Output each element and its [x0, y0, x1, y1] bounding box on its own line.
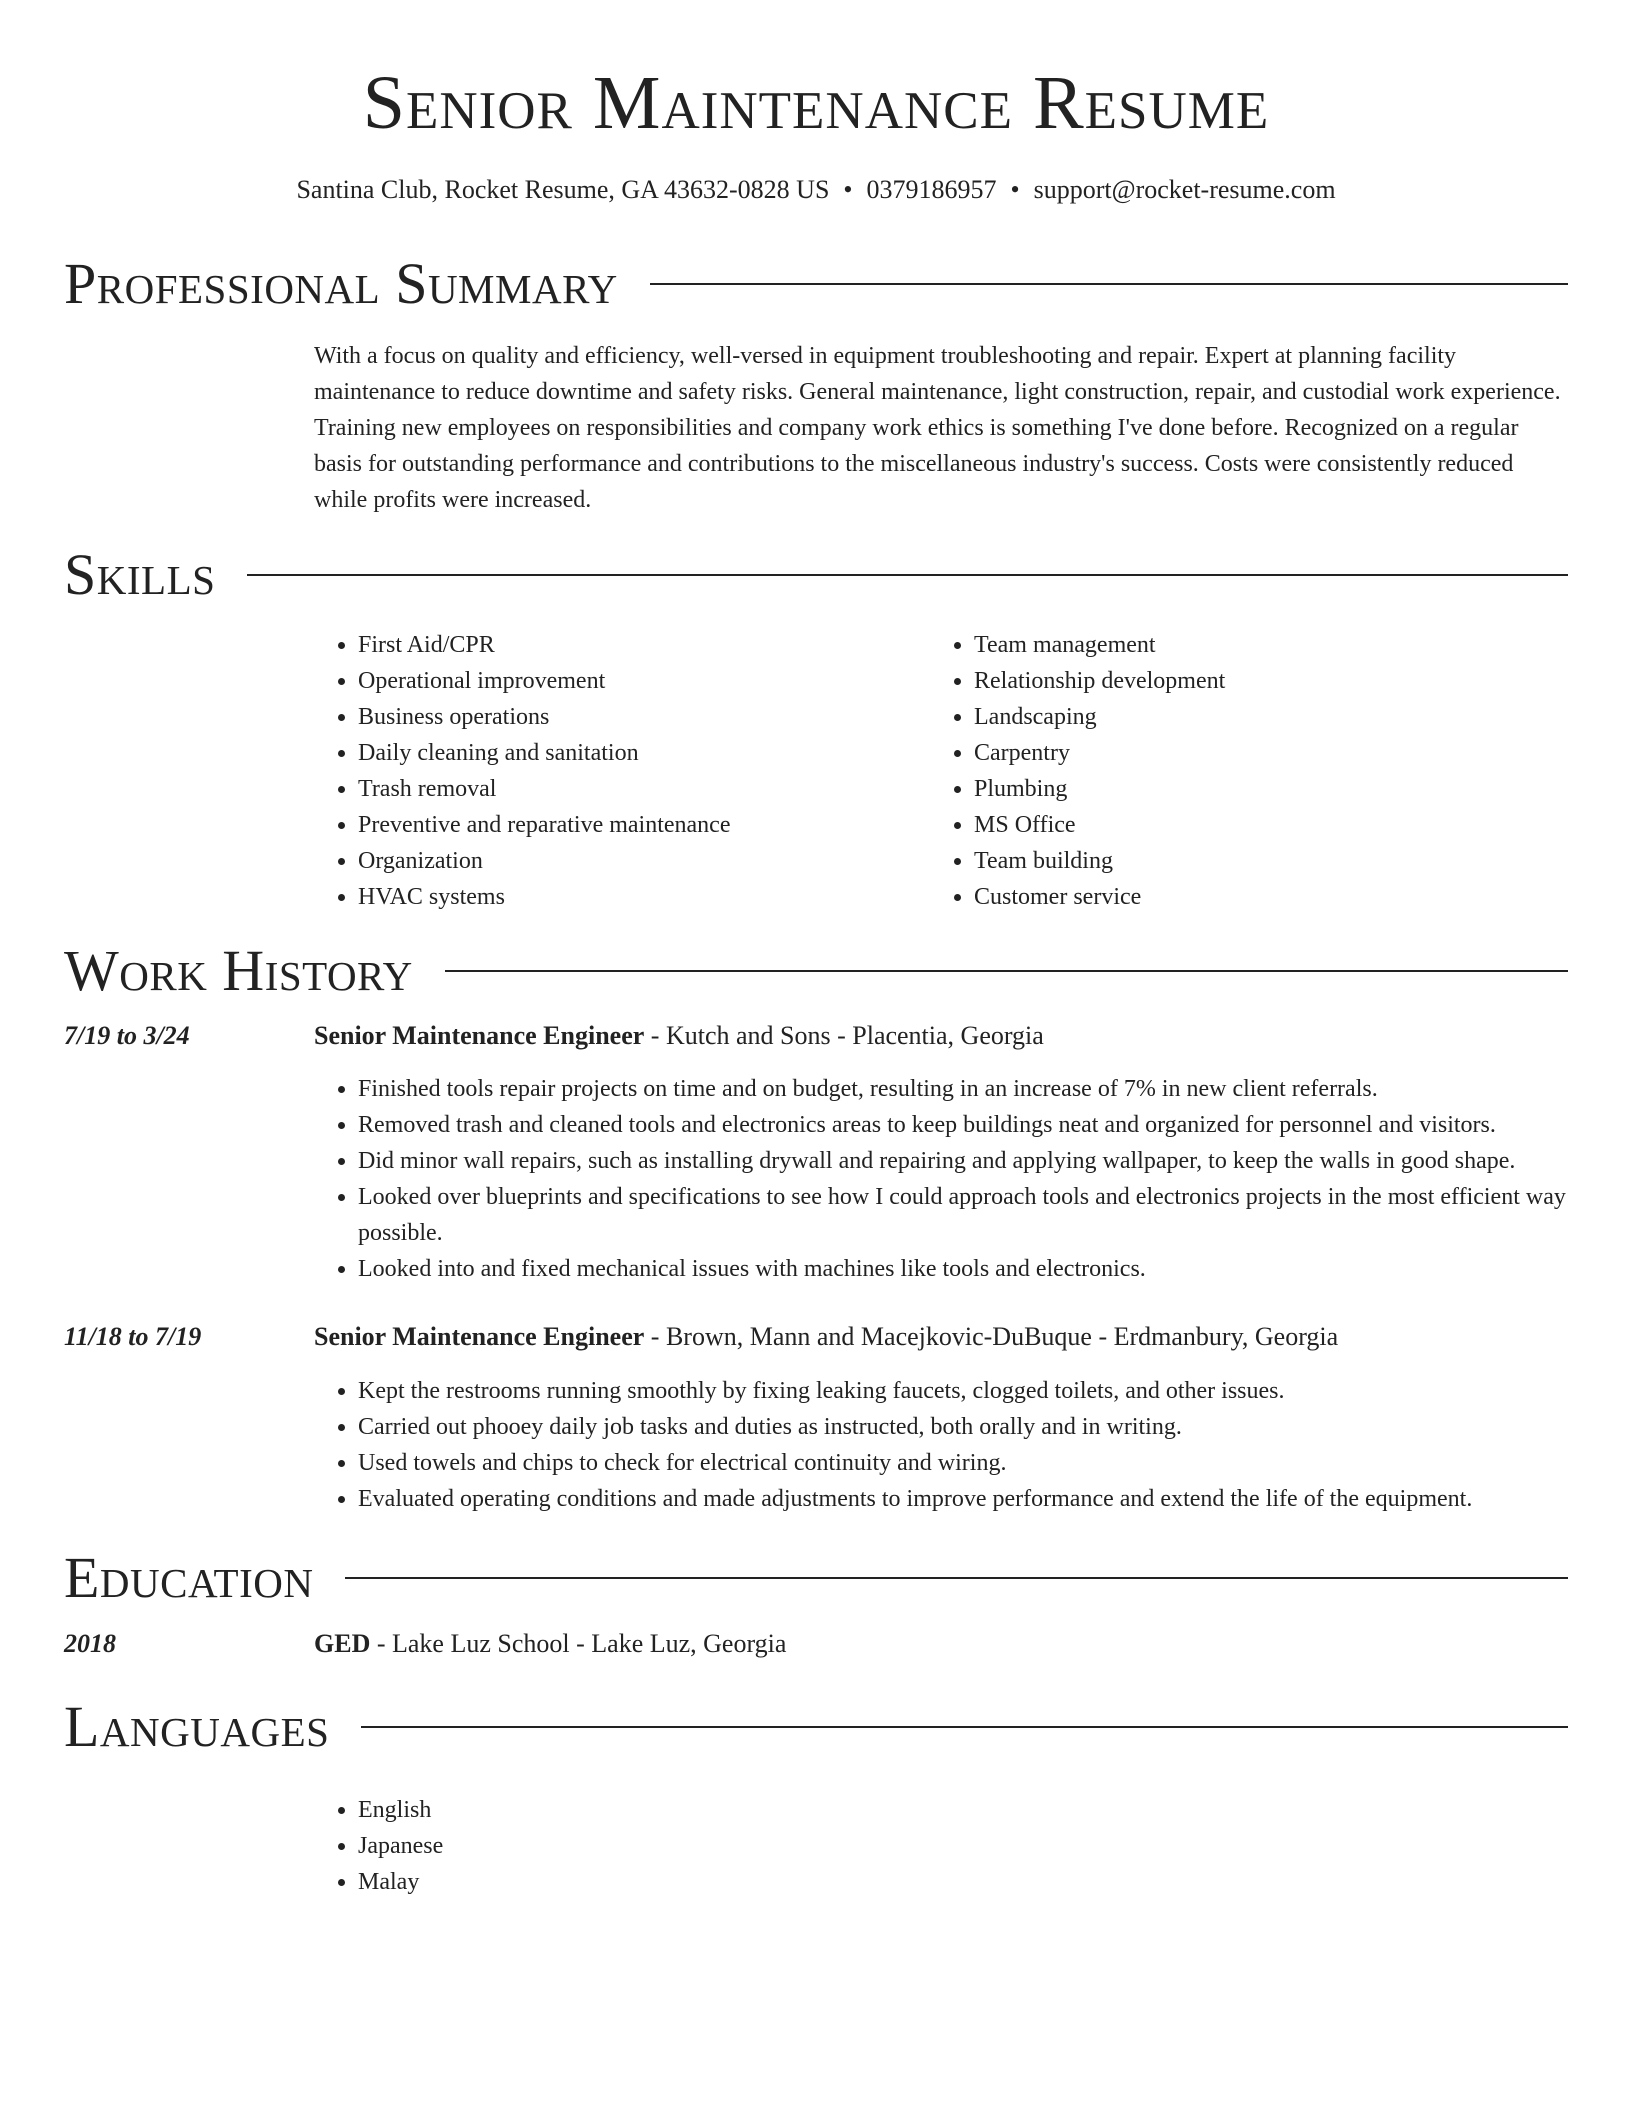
skill-item: • Landscaping	[974, 699, 1530, 735]
work-heading: Work History	[64, 938, 413, 1003]
skill-item: • Business operations	[358, 699, 914, 735]
language-item: • Japanese	[358, 1828, 443, 1864]
job-header	[314, 1319, 1568, 1355]
education-section-header	[64, 1546, 1568, 1610]
education-details: - Lake Luz School - Lake Luz, Georgia	[370, 1629, 787, 1658]
section-divider	[247, 574, 1568, 576]
skill-item: • Preventive and reparative maintenance	[358, 807, 914, 843]
work-section-header	[64, 939, 1568, 1003]
job-details: - Kutch and Sons - Placentia, Georgia	[644, 1021, 1044, 1050]
languages-heading: Languages	[64, 1694, 330, 1759]
job-bullets	[314, 1071, 1582, 1287]
section-divider	[445, 970, 1568, 972]
language-item: • Malay	[358, 1864, 443, 1900]
job-bullet: • Looked over blueprints and specifications to see how I could approach tools and electronics projects in the most efficient way possible.	[358, 1179, 1582, 1251]
summary-text: With a focus on quality and efficiency, well-versed in equipment troubleshooting and repair. Expert at planning facility maintenance to reduce downtime and safety risks. General maintenance, light construction, repair, and custodial work experience. Training new employees on responsibilities and company work ethics is something I've done before. Recognized on a regular basis for outstanding performance and contributions to the miscellaneous industry's success. Costs were consistently reduced while profits were increased.	[314, 343, 1561, 513]
skills-column-right	[930, 627, 1530, 915]
job-bullet: • Did minor wall repairs, such as installing drywall and repairing and applying wallpaper, to keep the walls in good shape.	[358, 1143, 1582, 1179]
contact-phone: 0379186957	[866, 175, 997, 204]
section-divider	[345, 1577, 1568, 1579]
skill-item: • Operational improvement	[358, 663, 914, 699]
contact-address: Santina Club, Rocket Resume, GA 43632-0828 US	[296, 175, 830, 204]
skill-item: • HVAC systems	[358, 879, 914, 915]
skill-item: • MS Office	[974, 807, 1530, 843]
skill-item: • Team building	[974, 843, 1530, 879]
education-heading: Education	[64, 1545, 314, 1610]
skills-section-header	[64, 543, 1568, 607]
job-bullet: • Used towels and chips to check for electrical continuity and wiring.	[358, 1445, 1582, 1481]
resume-title: Senior Maintenance Resume	[362, 61, 1270, 145]
job-title: Senior Maintenance Engineer	[314, 1322, 645, 1351]
skill-item: • Relationship development	[974, 663, 1530, 699]
languages-list	[314, 1792, 443, 1900]
section-divider	[650, 283, 1568, 285]
skill-item: • Organization	[358, 843, 914, 879]
skills-heading: Skills	[64, 542, 216, 607]
job-bullet: • Removed trash and cleaned tools and electronics areas to keep buildings neat and organized for personnel and visitors.	[358, 1107, 1582, 1143]
job-title: Senior Maintenance Engineer	[314, 1021, 645, 1050]
job-header	[314, 1018, 1568, 1054]
job-bullet: • Evaluated operating conditions and made adjustments to improve performance and extend the life of the equipment.	[358, 1481, 1582, 1517]
skill-item: • First Aid/CPR	[358, 627, 914, 663]
job-bullet: • Kept the restrooms running smoothly by fixing leaking faucets, clogged toilets, and other issues.	[358, 1373, 1582, 1409]
languages-section-header	[64, 1695, 1568, 1759]
skill-item: • Team management	[974, 627, 1530, 663]
skill-item: • Daily cleaning and sanitation	[358, 735, 914, 771]
education-entry	[314, 1626, 1568, 1662]
job-bullet: • Carried out phooey daily job tasks and duties as instructed, both orally and in writing.	[358, 1409, 1582, 1445]
skills-column-left	[314, 627, 914, 915]
summary-section-header	[64, 252, 1568, 316]
skill-item: • Trash removal	[358, 771, 914, 807]
job-bullet: • Finished tools repair projects on time and on budget, resulting in an increase of 7% in new client referrals.	[358, 1071, 1582, 1107]
skill-item: • Customer service	[974, 879, 1530, 915]
job-details: - Brown, Mann and Macejkovic-DuBuque - Erdmanbury, Georgia	[644, 1322, 1339, 1351]
education-degree: GED	[314, 1629, 371, 1658]
contact-email: support@rocket-resume.com	[1033, 175, 1336, 204]
summary-heading: Professional Summary	[64, 251, 618, 316]
section-divider	[361, 1726, 1568, 1728]
skill-item: • Plumbing	[974, 771, 1530, 807]
job-dates: 11/18 to 7/19	[64, 1322, 202, 1351]
job-bullet: • Looked into and fixed mechanical issues with machines like tools and electronics.	[358, 1251, 1582, 1287]
contact-line	[0, 172, 1632, 208]
job-bullets	[314, 1373, 1582, 1517]
skill-item: • Carpentry	[974, 735, 1530, 771]
job-dates: 7/19 to 3/24	[64, 1021, 190, 1050]
education-year: 2018	[64, 1629, 116, 1658]
contact-separator: •	[1010, 175, 1020, 204]
language-item: • English	[358, 1792, 443, 1828]
contact-separator: •	[843, 175, 853, 204]
